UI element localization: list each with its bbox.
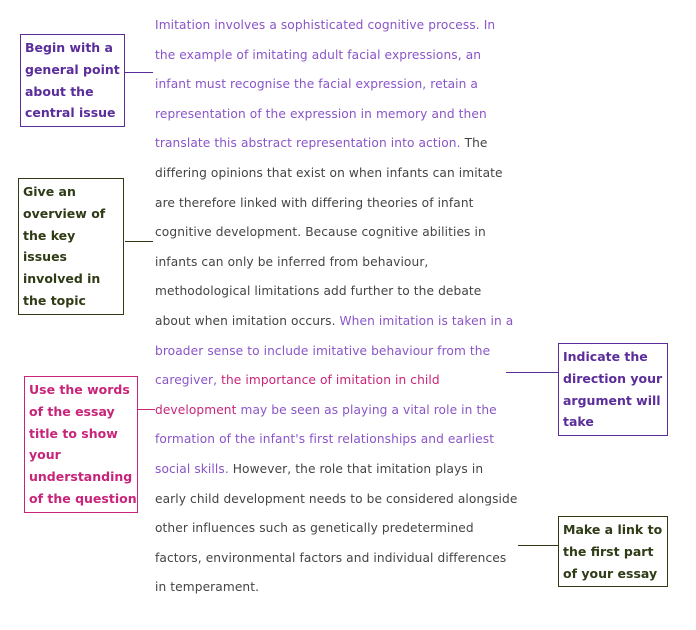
essay-line	[155, 280, 545, 310]
essay-segment: about when imitation occurs.	[155, 313, 336, 328]
essay-segment: infant must recognise the facial expression, retain a	[155, 77, 478, 92]
essay-segment: other influences such as genetically predetermined	[155, 521, 474, 536]
note-line: of your essay	[563, 565, 658, 581]
essay-segment: translate this abstract representation into action.	[155, 136, 461, 151]
essay-segment: infants can only be inferred from behaviour,	[155, 254, 429, 269]
connector-begin	[125, 72, 153, 73]
essay-line	[155, 399, 545, 429]
essay-segment: early child development needs to be considered alongside	[155, 491, 518, 506]
essay-line	[155, 428, 545, 458]
essay-segment: broader sense to include imitative behaviour from the	[155, 343, 491, 358]
essay-line	[155, 369, 545, 399]
essay-segment: The	[460, 136, 488, 151]
essay-segment: factors, environmental factors and individual differences	[155, 550, 507, 565]
note-line: involved in	[23, 271, 101, 287]
essay-segment: the example of imitating adult facial expressions, an	[155, 47, 482, 62]
essay-line	[155, 14, 545, 44]
essay-segment: formation of the infant's first relationships and earliest	[155, 432, 495, 447]
note-line: issues	[23, 249, 67, 265]
essay-line	[155, 488, 545, 518]
essay-segment: caregiver,	[155, 373, 222, 388]
essay-line	[155, 340, 545, 370]
essay-line	[155, 251, 545, 281]
essay-segment: differing opinions that exist on when infants can imitate	[155, 165, 503, 180]
note-line: argument will	[563, 392, 661, 408]
note-line: Indicate the	[563, 349, 648, 364]
essay-segment: cognitive development. Because cognitive abilities in	[155, 225, 486, 240]
note-line: overview of	[23, 205, 106, 221]
essay-segment: are therefore linked with differing theories of infant	[155, 195, 474, 210]
essay-line	[155, 103, 545, 133]
note-line: of the question	[29, 490, 137, 506]
note-line: title to show	[29, 425, 118, 441]
essay-line	[155, 458, 545, 488]
essay-segment: methodological limitations add further to the debate	[155, 284, 482, 299]
essay-segment: in temperament.	[155, 580, 260, 595]
note-line: understanding	[29, 469, 133, 485]
essay-segment: may be seen as playing a vital role in the	[236, 402, 497, 417]
note-line: Begin with a	[25, 40, 113, 55]
essay-segment: representation of the expression in memory and then	[155, 106, 487, 121]
essay-segment: the importance of imitation in child	[221, 373, 440, 388]
note-essay-title-words	[24, 376, 138, 513]
connector-direction	[506, 372, 558, 373]
note-line: of the essay	[29, 403, 115, 419]
essay-segment: social skills.	[155, 461, 229, 476]
connector-overview	[125, 241, 153, 242]
connector-title-words	[137, 409, 155, 410]
note-line: your	[29, 447, 61, 463]
essay-line	[155, 73, 545, 103]
note-line: direction your	[563, 370, 663, 386]
note-overview-key-issues	[18, 178, 124, 315]
essay-line	[155, 132, 545, 162]
note-line: take	[563, 414, 594, 430]
connector-link	[518, 545, 558, 546]
note-line: the key	[23, 227, 76, 243]
essay-line	[155, 162, 545, 192]
note-line: the first part	[563, 543, 654, 559]
essay-segment: However, the role that imitation plays in	[228, 461, 484, 476]
note-line: about the	[25, 83, 94, 99]
note-link-first-part	[558, 516, 668, 587]
note-line: Give an	[23, 184, 76, 199]
essay-line	[155, 310, 545, 340]
essay-line	[155, 192, 545, 222]
essay-line	[155, 44, 545, 74]
note-argument-direction	[558, 343, 668, 436]
essay-line	[155, 221, 545, 251]
note-line: general point	[25, 61, 120, 77]
note-line: the topic	[23, 292, 86, 308]
note-line: Use the words	[29, 382, 130, 397]
note-begin-general-point	[20, 34, 125, 127]
essay-line	[155, 517, 545, 547]
essay-line	[155, 547, 545, 577]
essay-body	[155, 14, 545, 606]
essay-line	[155, 576, 545, 606]
note-line: Make a link to	[563, 522, 663, 537]
essay-segment: Imitation involves a sophisticated cognitive process. In	[155, 18, 496, 32]
essay-segment: When imitation is taken in a	[335, 313, 514, 328]
essay-segment: development	[155, 402, 237, 417]
note-line: central issue	[25, 105, 116, 121]
